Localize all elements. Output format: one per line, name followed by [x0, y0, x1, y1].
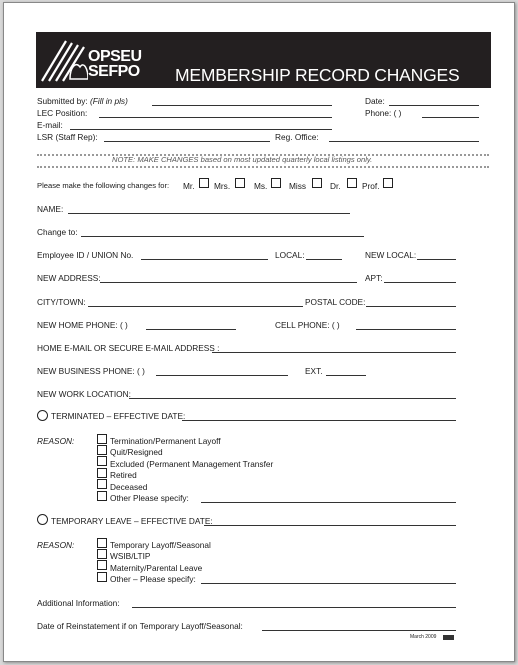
page-title: MEMBERSHIP RECORD CHANGES [175, 65, 460, 85]
salutation-mrs-label: Mrs. [214, 181, 231, 191]
employee-id-field[interactable] [141, 259, 268, 260]
reason-retired-checkbox[interactable] [97, 468, 107, 478]
submitted-by-text: Submitted by: [37, 96, 88, 106]
reason-wsib-checkbox[interactable] [97, 549, 107, 559]
reason-retired-label: Retired [110, 470, 137, 480]
reason-temp-layoff-label: Temporary Layoff/Seasonal [110, 540, 211, 550]
new-local-label: NEW LOCAL: [365, 250, 417, 260]
terminated-reason-label: REASON: [37, 436, 75, 446]
apt-label: APT: [365, 273, 383, 283]
salutation-dr-checkbox[interactable] [347, 178, 357, 188]
apt-field[interactable] [384, 282, 456, 283]
postal-code-field[interactable] [366, 306, 456, 307]
reason-quit-label: Quit/Resigned [110, 447, 163, 457]
reason-maternity-checkbox[interactable] [97, 560, 107, 570]
new-home-phone-field[interactable] [146, 329, 236, 330]
new-address-field[interactable] [100, 282, 357, 283]
reason-other-checkbox[interactable] [97, 491, 107, 501]
reason-quit-checkbox[interactable] [97, 445, 107, 455]
reason-temp-other-label: Other – Please specify: [110, 574, 196, 584]
reason-deceased-checkbox[interactable] [97, 479, 107, 489]
home-email-label: HOME E-MAIL OR SECURE E-MAIL ADDRESS : [37, 343, 220, 353]
salutation-miss-label: Miss [289, 181, 307, 191]
salutation-prof-label: Prof. [362, 181, 380, 191]
email-field[interactable] [70, 129, 332, 130]
email-label: E-mail: [37, 120, 63, 130]
new-address-label: NEW ADDRESS: [37, 273, 101, 283]
temporary-leave-label: TEMPORARY LEAVE – EFFECTIVE DATE: [51, 516, 213, 526]
reg-office-label: Reg. Office: [275, 132, 319, 142]
name-field[interactable] [68, 213, 350, 214]
name-label: NAME: [37, 204, 64, 214]
new-home-phone-label: NEW HOME PHONE: ( ) [37, 320, 128, 330]
reason-temp-layoff-checkbox[interactable] [97, 538, 107, 548]
terminated-radio[interactable] [37, 410, 48, 421]
submitted-by-hint: (Fill in pls) [90, 96, 128, 106]
reason-excluded-checkbox[interactable] [97, 456, 107, 466]
divider-bottom [37, 166, 489, 168]
cell-phone-field[interactable] [356, 329, 456, 330]
employee-id-label: Employee ID / UNION No. [37, 250, 134, 260]
salutation-miss-checkbox[interactable] [312, 178, 322, 188]
lsr-label: LSR (Staff Rep): [37, 132, 98, 142]
salutation-prof-checkbox[interactable] [383, 178, 393, 188]
reason-termination-checkbox[interactable] [97, 434, 107, 444]
terminated-label: TERMINATED – EFFECTIVE DATE: [51, 411, 186, 421]
submitted-by-label [37, 96, 128, 106]
city-field[interactable] [88, 306, 303, 307]
new-local-field[interactable] [417, 259, 456, 260]
reinstatement-label: Date of Reinstatement if on Temporary Layoff/Seasonal: [37, 621, 243, 631]
logo-mark-icon [40, 37, 88, 83]
ext-field[interactable] [326, 375, 366, 376]
reinstatement-field[interactable] [262, 630, 456, 631]
reason-deceased-label: Deceased [110, 482, 148, 492]
additional-info-label: Additional Information: [37, 598, 120, 608]
form-page [3, 2, 515, 662]
opseu-logo [40, 37, 142, 83]
change-to-label: Change to: [37, 227, 78, 237]
phone-label: Phone: ( ) [365, 108, 402, 118]
submitted-by-field[interactable] [152, 105, 332, 106]
terminated-date-field[interactable] [182, 420, 456, 421]
union-bug-icon [443, 635, 454, 640]
lsr-field[interactable] [104, 141, 270, 142]
temporary-leave-radio[interactable] [37, 514, 48, 525]
lec-position-field[interactable] [99, 117, 332, 118]
new-work-location-field[interactable] [129, 398, 456, 399]
postal-code-label: POSTAL CODE: [305, 297, 366, 307]
salutation-ms-label: Ms. [254, 181, 268, 191]
reason-termination-label: Termination/Permanent Layoff [110, 436, 221, 446]
salutation-mr-checkbox[interactable] [199, 178, 209, 188]
footer-date: March 2009 [410, 634, 437, 640]
reason-excluded-label: Excluded (Permanent Management Transfer [110, 459, 274, 469]
reason-temp-other-field[interactable] [201, 583, 456, 584]
reason-maternity-label: Maternity/Parental Leave [110, 563, 203, 573]
temporary-leave-date-field[interactable] [204, 525, 456, 526]
salutation-mr-label: Mr. [183, 181, 195, 191]
note-text: NOTE: MAKE CHANGES based on most updated quarterly local listings only. [112, 155, 373, 164]
salutation-mrs-checkbox[interactable] [235, 178, 245, 188]
reason-wsib-label: WSIB/LTIP [110, 551, 151, 561]
cell-phone-label: CELL PHONE: ( ) [275, 320, 340, 330]
city-label: CITY/TOWN: [37, 297, 86, 307]
local-label: LOCAL: [275, 250, 305, 260]
salutation-ms-checkbox[interactable] [271, 178, 281, 188]
reason-temp-other-checkbox[interactable] [97, 572, 107, 582]
home-email-field[interactable] [212, 352, 456, 353]
salutation-dr-label: Dr. [330, 181, 341, 191]
temporary-reason-label: REASON: [37, 540, 75, 550]
reason-other-field[interactable] [201, 502, 456, 503]
new-work-location-label: NEW WORK LOCATION: [37, 389, 131, 399]
phone-field[interactable] [422, 117, 479, 118]
lec-position-label: LEC Position: [37, 108, 88, 118]
new-business-phone-field[interactable] [156, 375, 288, 376]
reason-other-label: Other Please specify: [110, 493, 189, 503]
date-label: Date: [365, 96, 385, 106]
changes-prompt: Please make the following changes for: [37, 181, 170, 190]
ext-label: EXT. [305, 366, 323, 376]
logo-text-sefpo: SEFPO [88, 63, 140, 80]
new-business-phone-label: NEW BUSINESS PHONE: ( ) [37, 366, 145, 376]
additional-info-field[interactable] [132, 607, 456, 608]
change-to-field[interactable] [81, 236, 364, 237]
logo-text-opseu: OPSEU [88, 48, 142, 65]
date-field[interactable] [389, 105, 479, 106]
local-field[interactable] [306, 259, 342, 260]
reg-office-field[interactable] [329, 141, 479, 142]
